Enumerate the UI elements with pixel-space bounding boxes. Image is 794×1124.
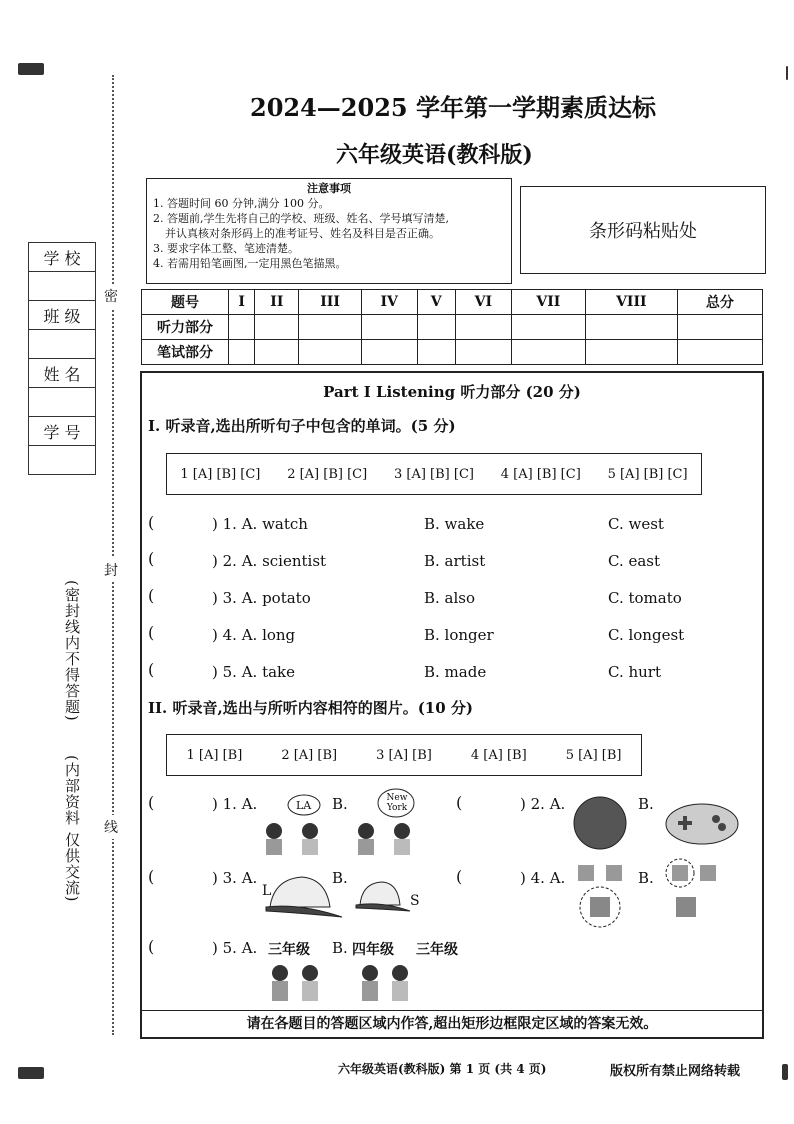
score-header: VII xyxy=(511,290,585,315)
score-header: 题号 xyxy=(142,290,229,315)
question-option-b: B. longer xyxy=(424,626,494,644)
question-option-c: C. hurt xyxy=(608,663,661,681)
internal-use-notice: (内部资料 仅供交流) xyxy=(63,755,81,903)
student-id-label: 学 号 xyxy=(29,417,95,446)
answer-key[interactable]: 4 [A] [B] [C] xyxy=(500,466,581,482)
picture-question-3: ) 3. A. xyxy=(212,869,258,887)
answer-key[interactable]: 2 [A] [B] [C] xyxy=(287,466,368,482)
score-row-written xyxy=(142,340,763,365)
answer-key[interactable]: 1 [A] [B] xyxy=(186,747,243,763)
answer-paren[interactable]: ( xyxy=(148,660,155,679)
no-answer-notice: (密封线内不得答题) xyxy=(63,580,81,722)
question-option-b: B. made xyxy=(424,663,487,681)
picture-question-4: ) 4. A. xyxy=(520,869,566,887)
seal-line xyxy=(112,75,114,1035)
copyright-notice: 版权所有禁止网络转载 xyxy=(610,1064,741,1079)
score-cell[interactable] xyxy=(677,340,762,365)
seal-char-mi: 密 xyxy=(104,284,118,308)
score-table xyxy=(141,289,763,365)
question-option-a: ) 5. A. take xyxy=(212,663,296,681)
notes-box xyxy=(146,178,512,284)
answer-key[interactable]: 3 [A] [B] xyxy=(376,747,432,763)
notes-item: 2. 答题前,学生先将自己的学校、班级、姓名、学号填写清楚, xyxy=(153,212,449,225)
answer-paren[interactable]: ( xyxy=(456,793,463,812)
notes-item: 1. 答题时间 60 分钟,满分 100 分。 xyxy=(153,197,330,210)
score-row-listening xyxy=(142,315,763,340)
name-label: 姓 名 xyxy=(29,359,95,388)
score-cell[interactable] xyxy=(585,315,677,340)
student-id-field[interactable] xyxy=(29,446,95,474)
score-header: II xyxy=(255,290,299,315)
picture-question-2: ) 2. A. xyxy=(520,795,566,813)
score-header: 总分 xyxy=(677,290,762,315)
picture-question-5: ) 5. A. xyxy=(212,939,258,957)
answer-key[interactable]: 5 [A] [B] [C] xyxy=(607,466,688,482)
registration-mark-right xyxy=(782,1064,788,1080)
score-row-label: 听力部分 xyxy=(142,315,229,340)
score-header: VIII xyxy=(585,290,677,315)
score-row-label: 笔试部分 xyxy=(142,340,229,365)
answer-key[interactable]: 1 [A] [B] [C] xyxy=(180,466,261,482)
question-option-a: ) 4. A. long xyxy=(212,626,296,644)
option-b-label: B. xyxy=(638,795,654,813)
score-cell[interactable] xyxy=(417,315,455,340)
name-field[interactable] xyxy=(29,388,95,417)
seal-char-feng: 封 xyxy=(104,558,118,582)
answer-paren[interactable]: ( xyxy=(148,793,155,812)
score-header: VI xyxy=(455,290,511,315)
answer-paren[interactable]: ( xyxy=(148,867,155,886)
kids-grade-b-image[interactable] xyxy=(352,963,422,1007)
option-b-label: B. xyxy=(332,939,348,957)
section2-title: II. 听录音,选出与所听内容相符的图片。(10 分) xyxy=(148,699,473,717)
answer-paren[interactable]: ( xyxy=(148,513,155,532)
page-footer: 六年级英语(教科版) 第 1 页 (共 4 页) xyxy=(338,1062,547,1076)
score-cell[interactable] xyxy=(255,315,299,340)
score-cell[interactable] xyxy=(417,340,455,365)
school-label: 学 校 xyxy=(29,243,95,272)
grade-label-c: 三年级 xyxy=(416,942,458,958)
score-cell[interactable] xyxy=(455,340,511,365)
score-cell[interactable] xyxy=(361,340,417,365)
kids-grade-a-image[interactable] xyxy=(262,963,332,1007)
notes-item: 3. 要求字体工整、笔迹清楚。 xyxy=(153,242,299,255)
question-option-b: B. wake xyxy=(424,515,485,533)
answer-key[interactable]: 2 [A] [B] xyxy=(281,747,338,763)
score-cell[interactable] xyxy=(361,315,417,340)
score-header: IV xyxy=(361,290,417,315)
shirts-a-image[interactable] xyxy=(574,861,634,929)
question-option-a: ) 3. A. potato xyxy=(212,589,311,607)
question-option-a: ) 1. A. watch xyxy=(212,515,308,533)
question-option-a: ) 2. A. scientist xyxy=(212,552,327,570)
seal-char-xian: 线 xyxy=(104,815,118,839)
grade-label-b: 四年级 xyxy=(352,942,394,958)
class-label: 班 级 xyxy=(29,301,95,330)
class-field[interactable] xyxy=(29,330,95,359)
section1-answer-keys xyxy=(166,453,702,495)
answer-paren[interactable]: ( xyxy=(148,623,155,642)
edge-mark-right xyxy=(786,66,788,80)
answer-area-notice: 请在各题目的答题区域内作答,超出矩形边框限定区域的答案无效。 xyxy=(142,1010,762,1037)
question-option-c: C. east xyxy=(608,552,661,570)
question-option-b: B. artist xyxy=(424,552,486,570)
barcode-area: 条形码粘贴处 xyxy=(520,186,766,274)
small-cap-image[interactable] xyxy=(352,879,412,915)
option-b-label: B. xyxy=(638,869,654,887)
question-option-c: C. longest xyxy=(608,626,685,644)
answer-paren[interactable]: ( xyxy=(148,937,155,956)
question-option-c: C. tomato xyxy=(608,589,682,607)
page-subtitle: 六年级英语(教科版) xyxy=(336,142,533,168)
notes-item: 4. 若需用铅笔画图,一定用黑色笔描黑。 xyxy=(153,257,347,270)
option-b-label: B. xyxy=(332,795,348,813)
score-cell[interactable] xyxy=(455,315,511,340)
part1-title: Part I Listening 听力部分 (20 分) xyxy=(323,383,581,401)
score-cell[interactable] xyxy=(299,315,361,340)
answer-key[interactable]: 5 [A] [B] xyxy=(565,747,622,763)
page-title: 2024—2025 学年第一学期素质达标 xyxy=(250,93,656,122)
score-cell[interactable] xyxy=(229,315,255,340)
cap-size-l: L xyxy=(262,883,272,899)
score-header: I xyxy=(229,290,255,315)
notes-item: 并认真核对条形码上的准考证号、姓名及科目是否正确。 xyxy=(165,227,440,240)
score-cell[interactable] xyxy=(677,315,762,340)
answer-paren[interactable]: ( xyxy=(456,867,463,886)
answer-area xyxy=(140,371,764,1039)
game-controller-image[interactable] xyxy=(664,801,740,847)
answer-key[interactable]: 4 [A] [B] xyxy=(470,747,527,763)
school-field[interactable] xyxy=(29,272,95,301)
registration-mark-bottom xyxy=(18,1067,44,1079)
answer-paren[interactable]: ( xyxy=(148,549,155,568)
answer-key[interactable]: 3 [A] [B] [C] xyxy=(393,466,474,482)
cap-size-s: S xyxy=(410,893,420,909)
bubble-newyork-text: New York xyxy=(386,793,408,813)
score-header-row xyxy=(142,290,763,315)
score-cell[interactable] xyxy=(511,315,585,340)
score-cell[interactable] xyxy=(229,340,255,365)
student-info-box xyxy=(28,242,96,475)
grade-label-a: 三年级 xyxy=(268,942,310,958)
registration-mark-top xyxy=(18,63,44,75)
score-cell[interactable] xyxy=(299,340,361,365)
section2-answer-keys xyxy=(166,734,642,776)
question-option-b: B. also xyxy=(424,589,476,607)
option-b-label: B. xyxy=(332,869,348,887)
score-header: III xyxy=(299,290,361,315)
score-cell[interactable] xyxy=(585,340,677,365)
shirts-b-image[interactable] xyxy=(662,857,726,925)
score-header: V xyxy=(417,290,455,315)
basketball-image[interactable] xyxy=(572,795,628,851)
section1-title: I. 听录音,选出所听句子中包含的单词。(5 分) xyxy=(148,417,456,435)
question-option-c: C. west xyxy=(608,515,664,533)
score-cell[interactable] xyxy=(255,340,299,365)
answer-paren[interactable]: ( xyxy=(148,586,155,605)
picture-question-1: ) 1. A. xyxy=(212,795,258,813)
notes-heading: 注意事项 xyxy=(307,182,351,195)
bubble-la-text: LA xyxy=(296,799,312,812)
score-cell[interactable] xyxy=(511,340,585,365)
